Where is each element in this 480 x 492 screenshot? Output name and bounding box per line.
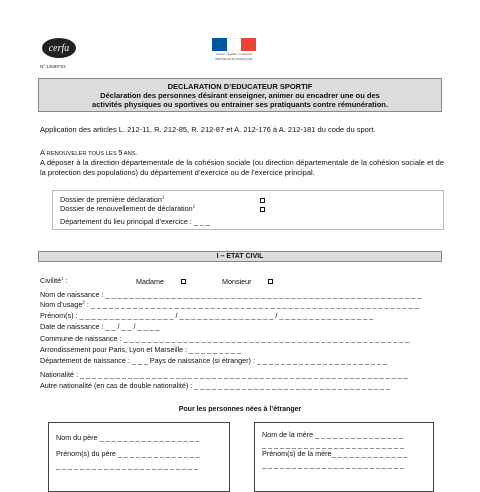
departement-pays-naissance-field[interactable]: Département de naissance : _ _ _ Pays de naissance (si étranger) : _ _ _ _ _ _ _ _ _ _ _ _ _ _ _ _ _ _ _ _ _ _ [40, 356, 387, 365]
nationalite-field[interactable]: Nationalité : _ _ _ _ _ _ _ _ _ _ _ _ _ _ _ _ _ _ _ _ _ _ _ _ _ _ _ _ _ _ _ _ _ _ _ _ _ _ _ _ _ _ _ _ _ _ _ _ _ _ _ _ _ _ _ [40, 370, 408, 379]
republic-motto: Liberté • Égalité • Fraternité [215, 52, 253, 56]
autre-nationalite-field[interactable]: Autre nationalité (en cas de double nationalité) : _ _ _ _ _ _ _ _ _ _ _ _ _ _ _ _ _ _ _ _ _ _ _ _ _ _ _ _ _ _ _ _ _ [40, 381, 391, 390]
form-reference: N° 12699*03 [40, 64, 66, 69]
form-subtitle-2: activités physiques ou sportives ou entrainer ses pratiquants contre rémunération. [92, 100, 388, 109]
commune-naissance-field[interactable]: Commune de naissance : _ _ _ _ _ _ _ _ _ _ _ _ _ _ _ _ _ _ _ _ _ _ _ _ _ _ _ _ _ _ _ _ _ _ _ _ _ _ _ _ _ _ _ _ _ _ _ _ [40, 334, 410, 343]
department-field[interactable]: Département du lieu principal d’exercice : _ _ _ [60, 217, 210, 226]
arrondissement-field[interactable]: Arrondissement pour Paris, Lyon et Marseille : _ _ _ _ _ _ _ _ _ [40, 345, 242, 354]
application-articles: Application des articles L. 212-11, R. 212-85, R. 212-87 et A. 212-176 à A. 212-181 du code du sport. [40, 125, 376, 134]
form-title-box [38, 78, 442, 112]
first-declaration-checkbox[interactable] [260, 198, 265, 203]
renew-number: 5 [118, 148, 123, 157]
section-etat-civil-header: I – ETAT CIVIL [38, 251, 442, 262]
mother-name-continuation[interactable]: _ _ _ _ _ _ _ _ _ _ _ _ _ _ _ _ _ _ _ _ _ _ _ _ [262, 440, 404, 449]
mother-box [254, 422, 434, 492]
father-firstname-continuation[interactable]: _ _ _ _ _ _ _ _ _ _ _ _ _ _ _ _ _ _ _ _ _ _ _ _ [56, 461, 198, 470]
civilite-label: Civilité$^1$ : [40, 275, 68, 285]
form-subtitle-1: Déclaration des personnes désirant enseigner, animer ou encadrer une ou des [100, 91, 380, 100]
prenoms-field[interactable]: Prénom(s) : _ _ _ _ _ _ _ _ _ _ _ _ _ _ _ _ / _ _ _ _ _ _ _ _ _ _ _ _ _ _ _ _ / _ _ _ _ _ _ _ _ _ _ _ _ _ _ _ _ [40, 311, 374, 320]
renewal-declaration-checkbox[interactable] [260, 207, 265, 212]
mother-firstname-continuation[interactable]: _ _ _ _ _ _ _ _ _ _ _ _ _ _ _ _ _ _ _ _ _ _ _ _ [262, 460, 404, 469]
cerfa-logo: cerfa [42, 38, 76, 58]
foreign-births-title: Pour les personnes nées à l’étranger [178, 406, 302, 413]
father-box [48, 422, 230, 492]
marianne-logo [212, 38, 256, 61]
form-title: DECLARATION D’EDUCATEUR SPORTIF [167, 82, 313, 91]
mother-name-field[interactable]: Nom de la mère _ _ _ _ _ _ _ _ _ _ _ _ _ _ _ [262, 430, 404, 439]
first-declaration-label: Dossier de première déclaration$^1$ [60, 194, 165, 204]
republic-name: RÉPUBLIQUE FRANÇAISE [215, 57, 253, 61]
monsieur-checkbox[interactable] [268, 279, 273, 284]
madame-checkbox[interactable] [181, 279, 186, 284]
nom-usage-field[interactable]: Nom d’usage$^2$ : _ _ _ _ _ _ _ _ _ _ _ _ _ _ _ _ _ _ _ _ _ _ _ _ _ _ _ _ _ _ _ _ _ _ _ _ _ _ _ _ _ _ _ _ _ _ _ _ _ _ _ _ _ _ _ [40, 299, 419, 309]
renew-end: ANS. [122, 151, 138, 157]
father-name-field[interactable]: Nom du père _ _ _ _ _ _ _ _ _ _ _ _ _ _ _ _ _ [56, 433, 200, 442]
renewal-declaration-label: Dossier de renouvellement de déclaration$^1$ [60, 203, 196, 213]
nom-naissance-field[interactable]: Nom de naissance : _ _ _ _ _ _ _ _ _ _ _ _ _ _ _ _ _ _ _ _ _ _ _ _ _ _ _ _ _ _ _ _ _ _ _ _ _ _ _ _ _ _ _ _ _ _ _ _ _ _ _ _ _ [40, 290, 422, 299]
madame-label: Madame [136, 277, 164, 286]
mother-firstname-field[interactable]: Prénom(s) de la mère_ _ _ _ _ _ _ _ _ _ _ _ _ [262, 449, 408, 458]
flag-white [227, 38, 242, 51]
flag-red [241, 38, 256, 51]
monsieur-label: Monsieur [222, 277, 252, 286]
renew-first-letter: A [40, 148, 46, 157]
date-naissance-field[interactable]: Date de naissance : _ _ / _ _ / _ _ _ _ [40, 322, 160, 331]
renew-text: RENOUVELER TOUS LES [45, 151, 119, 157]
deposit-instruction: A déposer à la direction départementale de la cohésion sociale (ou direction départementale de la cohésion sociale et de la protection des populations) du département d’exercice ou de l’exercice principal. [40, 158, 444, 177]
dossier-box [52, 190, 444, 230]
flag-blue [212, 38, 227, 51]
father-firstname-field[interactable]: Prénom(s) du père _ _ _ _ _ _ _ _ _ _ _ _ _ _ [56, 449, 200, 458]
